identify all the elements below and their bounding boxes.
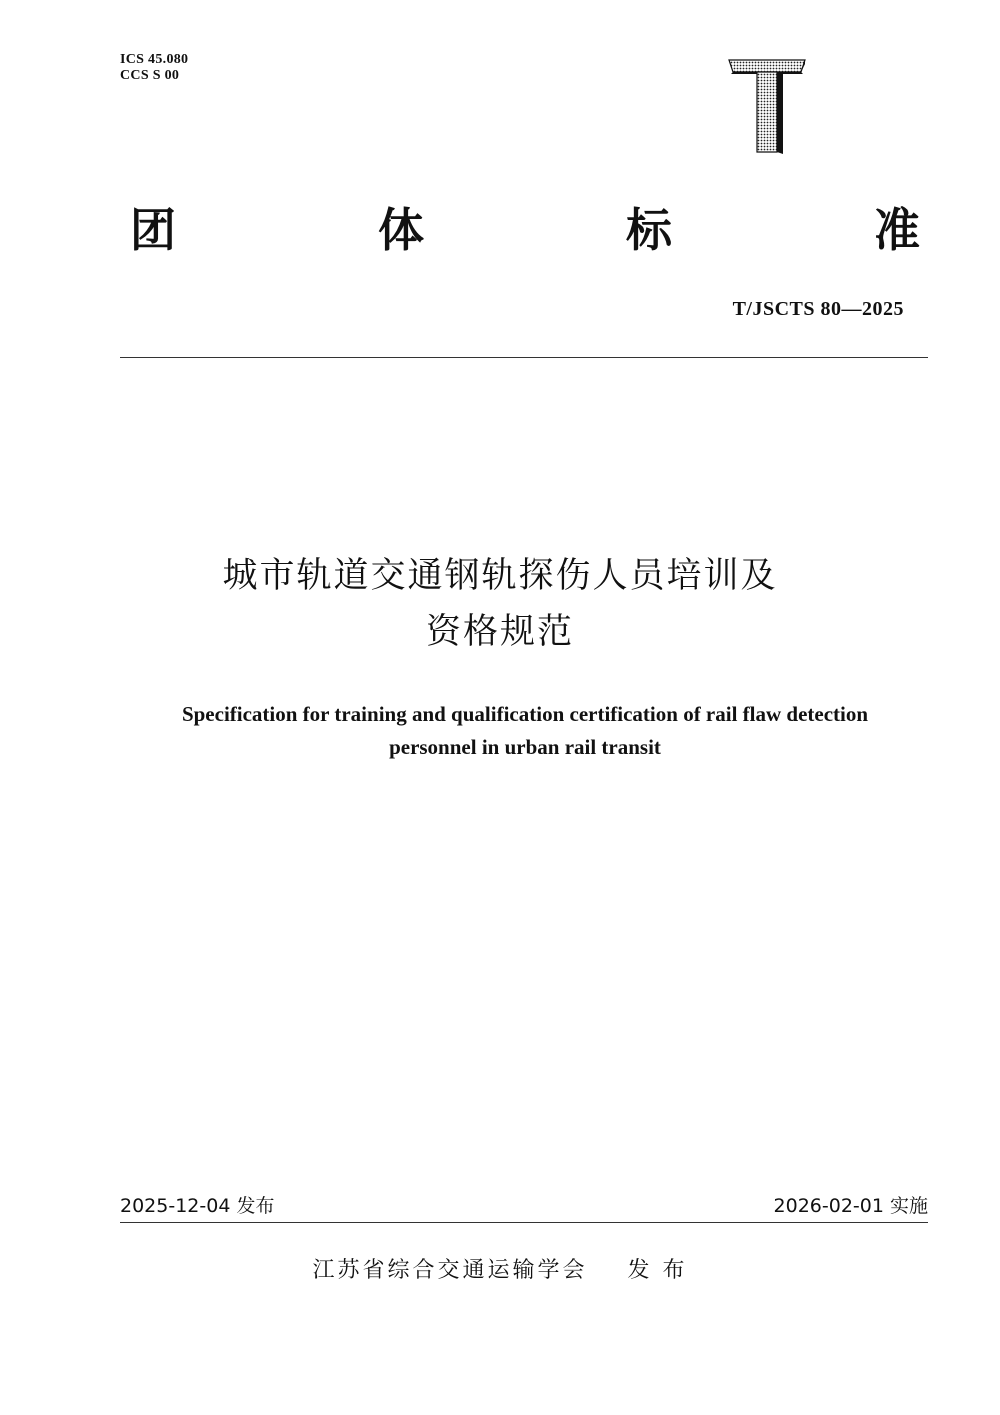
ics-code: ICS 45.080	[120, 52, 189, 67]
t-standard-logo-icon	[727, 58, 807, 154]
classification-codes	[120, 52, 188, 84]
publisher-name: 江苏省综合交通运输学会	[312, 1258, 588, 1283]
standard-type-char: 体	[378, 203, 424, 257]
standard-number: T/JSCTS 80—2025	[732, 298, 904, 320]
issue-date: 2025-12-04 发布	[120, 1195, 275, 1217]
top-divider	[120, 357, 928, 358]
english-title	[110, 698, 940, 764]
chinese-title	[100, 548, 900, 660]
standard-type-char: 标	[626, 203, 672, 257]
english-title-line: Specification for training and qualification certification of rail flaw detection	[181, 702, 869, 726]
standard-type-char: 团	[130, 203, 176, 257]
ccs-code: CCS S 00	[120, 68, 180, 83]
english-title-line: personnel in urban rail transit	[389, 735, 661, 759]
publisher-line	[0, 1253, 1000, 1284]
implementation-date: 2026-02-01 实施	[773, 1195, 928, 1217]
standard-type-heading	[130, 200, 920, 260]
publish-action: 发 布	[627, 1258, 688, 1283]
standard-type-char: 准	[874, 203, 920, 257]
chinese-title-line: 资格规范	[425, 612, 574, 652]
bottom-divider	[120, 1222, 928, 1223]
chinese-title-line: 城市轨道交通钢轨探伤人员培训及	[222, 556, 778, 596]
